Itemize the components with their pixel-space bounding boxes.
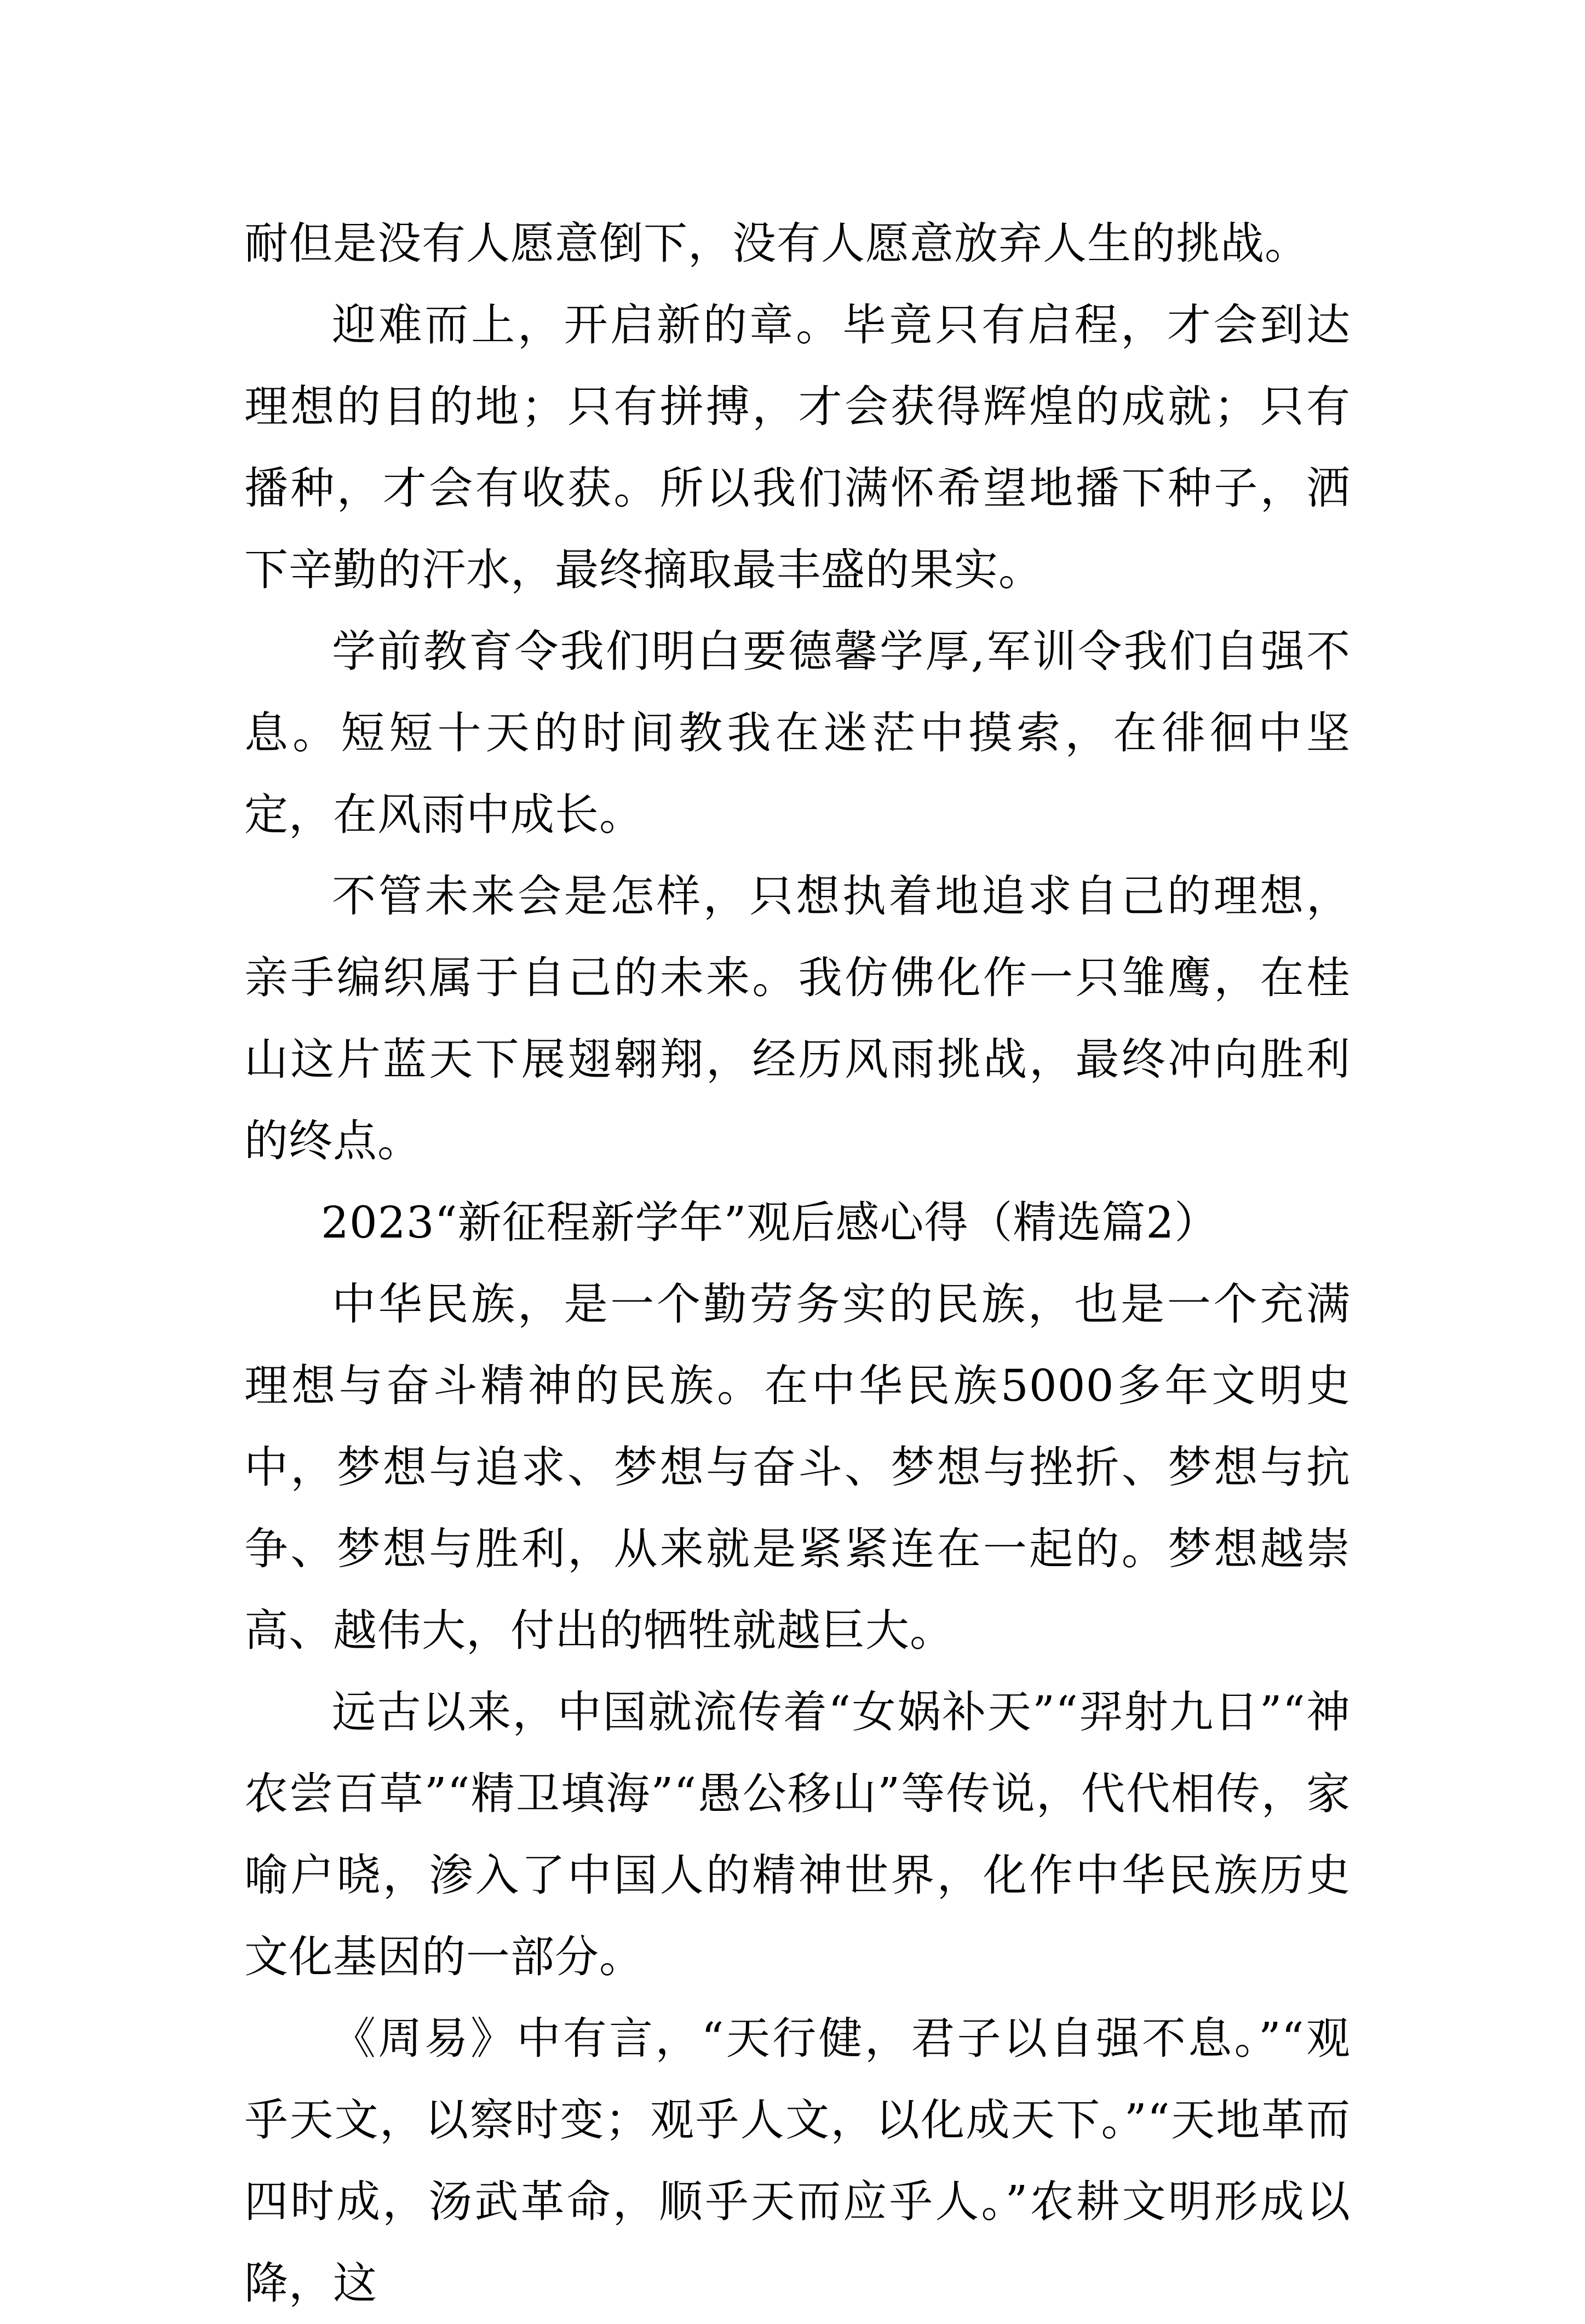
paragraph: 迎难而上，开启新的章。毕竟只有启程，才会到达理想的目的地；只有拼搏，才会获得辉煌的成就；只有播种，才会有收获。所以我们满怀希望地播下种子，洒下辛勤的汗水，最终摘取最丰盛的果实。 <box>244 300 1351 595</box>
paragraph: 不管未来会是怎样，只想执着地追求自己的理想，亲手编织属于自己的未来。我仿佛化作一只雏鹰，在桂山这片蓝天下展翅翱翔，经历风雨挑战，最终冲向胜利的终点。 <box>244 871 1351 1166</box>
document-body <box>244 203 1351 2324</box>
paragraph: 中华民族，是一个勤劳务实的民族，也是一个充满理想与奋斗精神的民族。在中华民族5000多年文明史中，梦想与追求、梦想与奋斗、梦想与挫折、梦想与抗争、梦想与胜利，从来就是紧紧连在一起的。梦想越崇高、越伟大，付出的牺牲就越巨大。 <box>244 1279 1351 1656</box>
paragraph-continuation: 耐但是没有人愿意倒下，没有人愿意放弃人生的挑战。 <box>244 218 1309 269</box>
section-heading: 2023“新征程新学年”观后感心得（精选篇2） <box>321 1197 1219 1248</box>
paragraph: 《周易》中有言，“天行健，君子以自强不息。”“观乎天文，以察时变；观乎人文，以化成天下。”“天地革而四时成，汤武革命，顺乎天而应乎人。”农耕文明形成以降，这 <box>244 2013 1351 2309</box>
paragraph: 远古以来，中国就流传着“女娲补天”“羿射九日”“神农尝百草”“精卫填海”“愚公移山”等传说，代代相传，家喻户晓，渗入了中国人的精神世界，化作中华民族历史文化基因的一部分。 <box>244 1687 1351 1982</box>
paragraph: 学前教育令我们明白要德馨学厚,军训令我们自强不息。短短十天的时间教我在迷茫中摸索，在徘徊中坚定，在风雨中成长。 <box>244 626 1351 840</box>
